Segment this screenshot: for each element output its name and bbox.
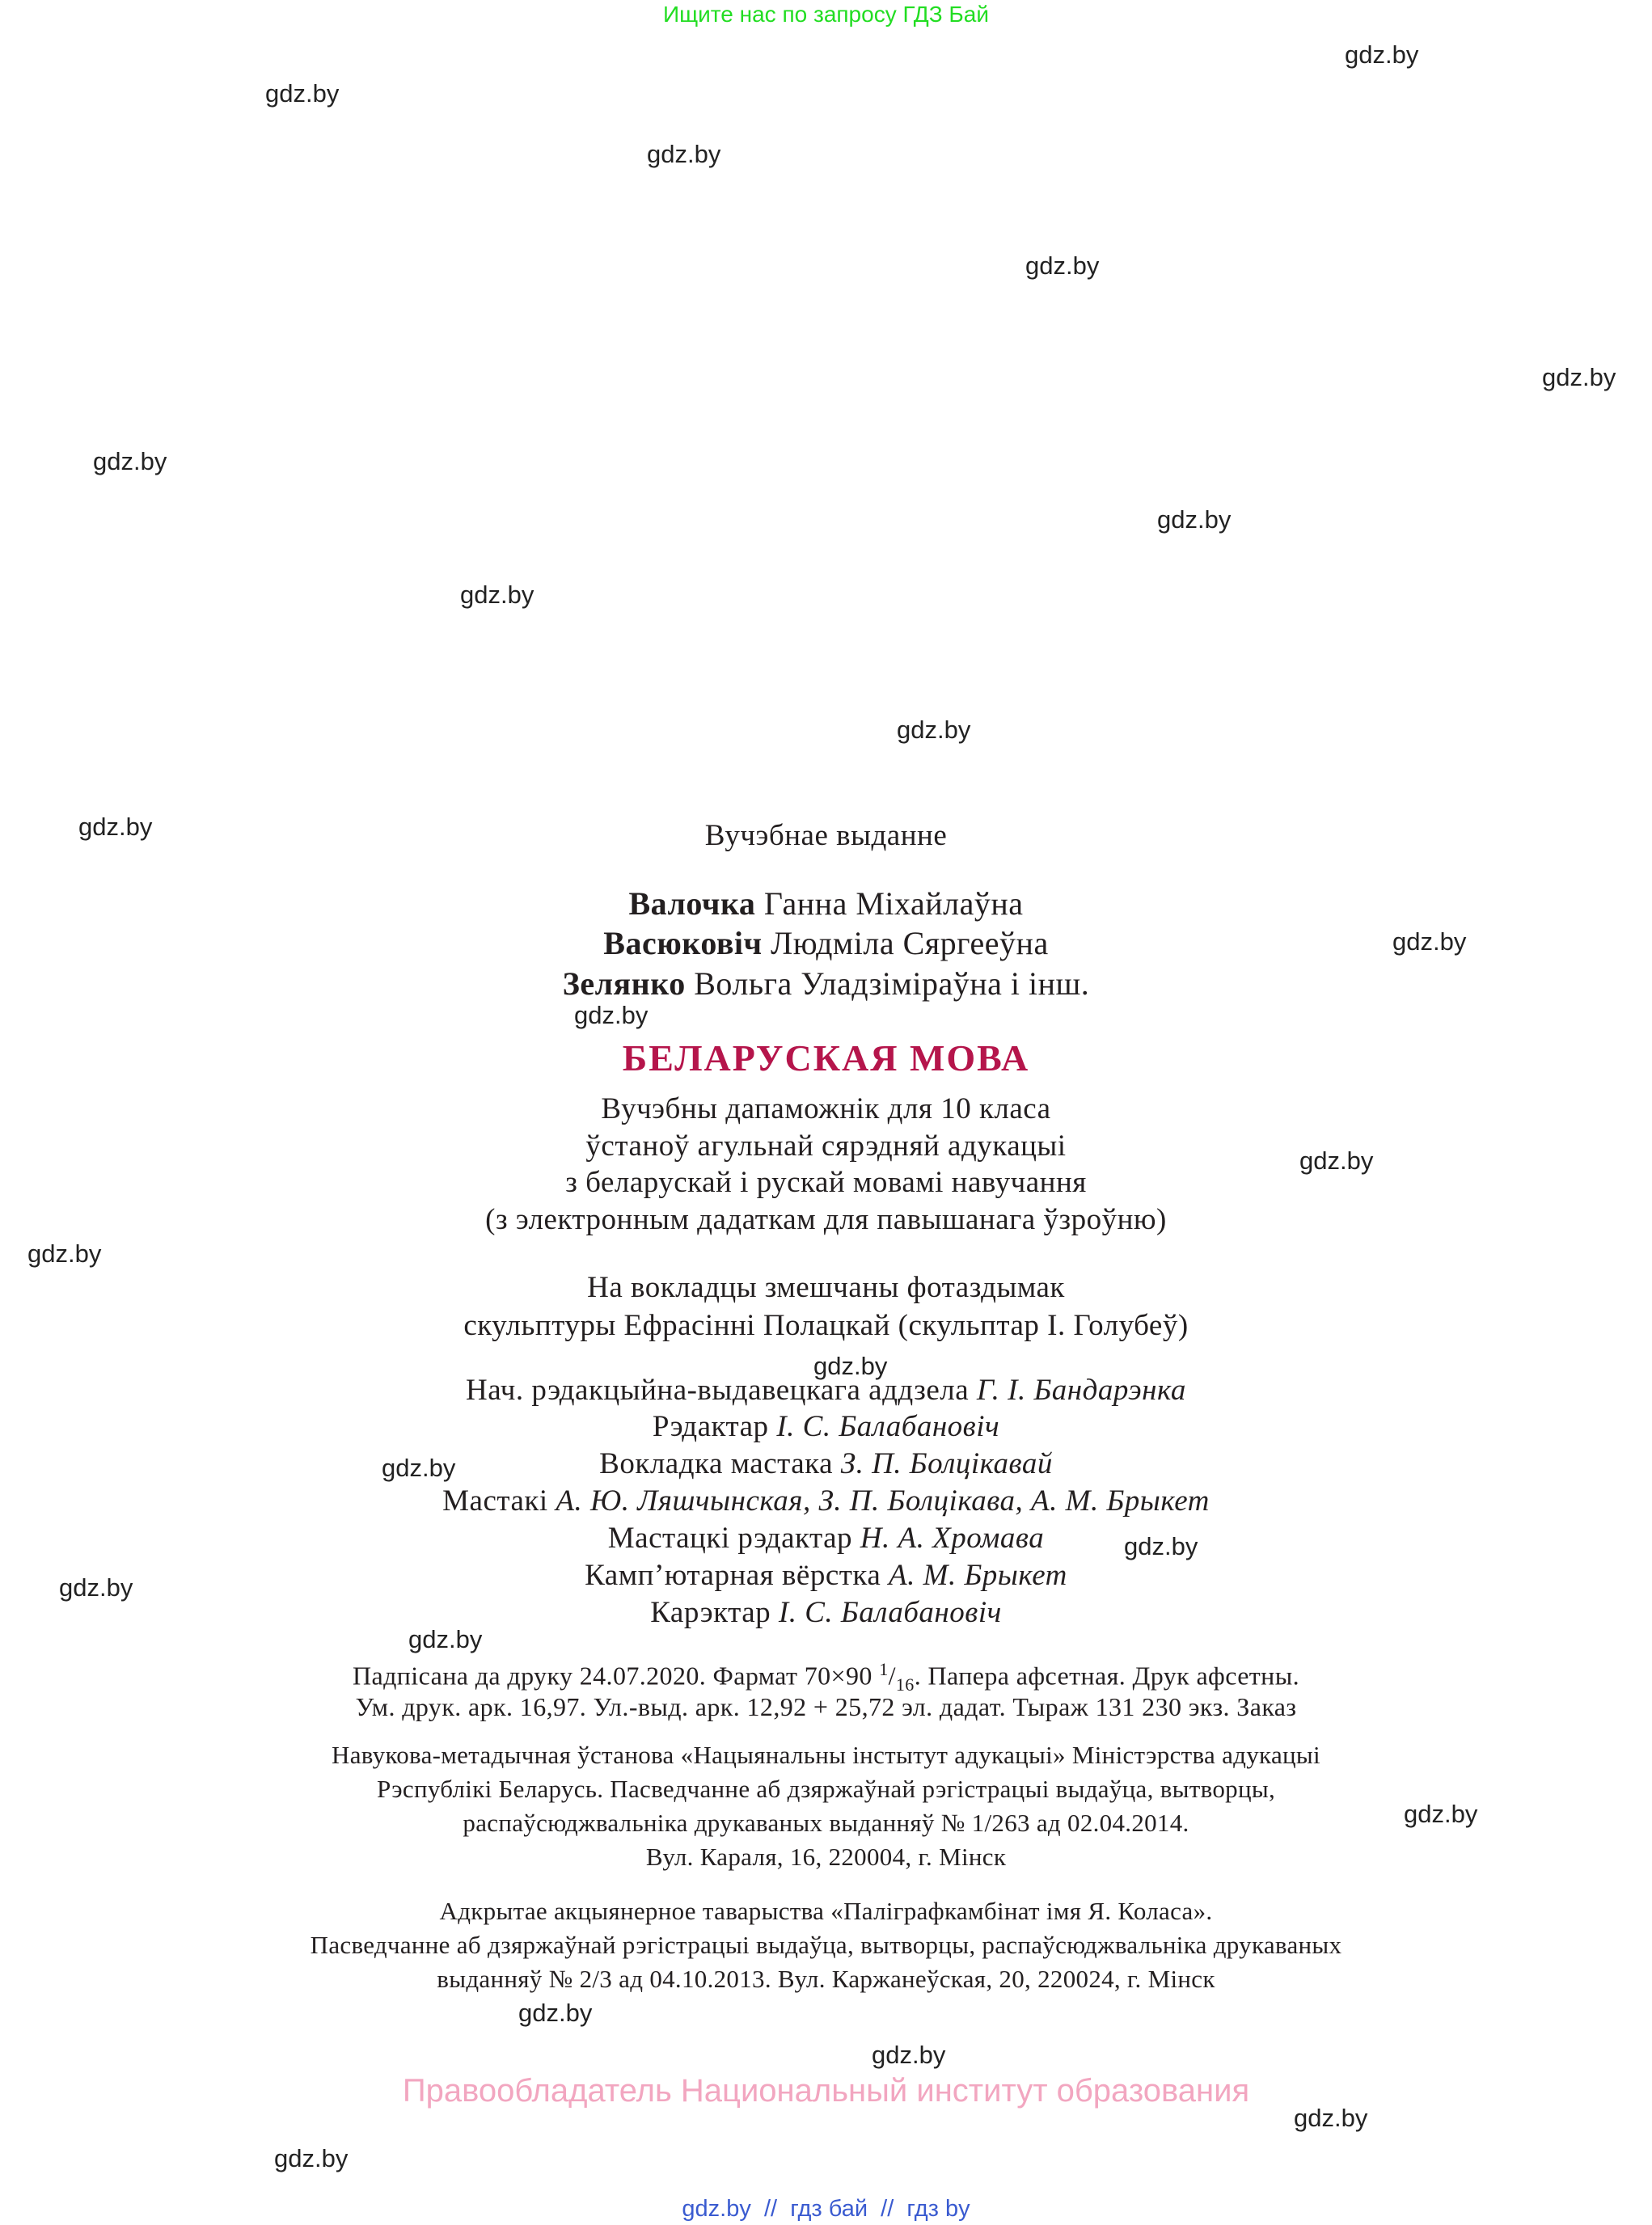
credit-role: Камп’ютарная вёрстка <box>585 1559 881 1592</box>
publisher-line: Рэспублікі Беларусь. Пасведчанне аб дзяржаўнай рэгістрацыі выдаўца, вытворцы, <box>376 1775 1276 1803</box>
watermark: gdz.by <box>647 140 721 168</box>
footer-link-gdz-bai[interactable]: гдз бай <box>790 2196 868 2222</box>
credit-person: Г. І. Бандарэнка <box>976 1374 1186 1407</box>
publisher-line: Навукова-метадычная ўстанова «Нацыянальны інстытут адукацыі» Міністэрства адукацыі <box>332 1741 1320 1769</box>
format-fraction-numerator: 1 <box>879 1659 889 1679</box>
credit-line <box>0 1595 1652 1630</box>
author-surname: Зелянко <box>562 965 686 1002</box>
credit-line <box>0 1558 1652 1593</box>
watermark: gdz.by <box>1404 1800 1478 1828</box>
credit-role: Рэдактар <box>652 1410 769 1443</box>
print-info-line: Ум. друк. арк. 16,97. Ул.-выд. арк. 12,92 + 25,72 эл. дадат. Тыраж 131 230 экз. Заказ <box>355 1692 1297 1721</box>
footer-separator: // <box>881 2196 894 2222</box>
cover-note-line: скульптуры Ефрасінні Полацкай (скульптар І. Голубеў) <box>463 1309 1189 1342</box>
watermark: gdz.by <box>93 447 167 475</box>
watermark: gdz.by <box>408 1625 483 1653</box>
format-fraction-slash: / <box>888 1661 896 1691</box>
author-name: Вольга Уладзіміраўна і інш. <box>694 965 1090 1002</box>
watermark: gdz.by <box>1025 251 1100 280</box>
credit-person: І. С. Балабановіч <box>778 1596 1002 1629</box>
watermark: gdz.by <box>78 813 153 841</box>
footer-link-gdz-by[interactable]: gdz.by <box>682 2196 751 2222</box>
credit-person: Н. А. Хромава <box>860 1522 1045 1555</box>
watermark: gdz.by <box>1345 40 1419 69</box>
credit-person: А. М. Брыкет <box>889 1559 1067 1592</box>
format-fraction-denominator: 16 <box>895 1674 915 1695</box>
author-line <box>0 965 1652 1003</box>
credit-role: Мастацкі рэдактар <box>607 1522 853 1555</box>
watermark: gdz.by <box>274 2144 349 2172</box>
author-name: Ганна Міхайлаўна <box>763 885 1024 922</box>
footer-separator: // <box>763 2196 778 2222</box>
rights-holder: Правообладатель Национальный институт образования <box>402 2073 1250 2109</box>
footer-link-gdz-by-mixed[interactable]: гдз by <box>906 2196 970 2222</box>
watermark: gdz.by <box>59 1573 133 1602</box>
watermark: gdz.by <box>1392 927 1467 956</box>
printer-line: Адкрытае акцыянерное таварыства «Паліграфкамбінат імя Я. Коласа». <box>439 1897 1213 1925</box>
subtitle-line: (з электронным дадаткам для павышанага ўзроўню) <box>485 1203 1167 1236</box>
watermark: gdz.by <box>1124 1532 1198 1560</box>
credit-person: І. С. Балабановіч <box>776 1410 1000 1443</box>
credit-role: Мастакі <box>442 1484 548 1518</box>
watermark: gdz.by <box>27 1239 102 1268</box>
credit-role: Карэктар <box>650 1596 771 1629</box>
watermark: gdz.by <box>1542 363 1616 391</box>
printer-line: выданняў № 2/3 ад 04.10.2013. Вул. Каржанеўская, 20, 220024, г. Мінск <box>437 1965 1215 1993</box>
author-name: Людміла Сяргееўна <box>771 925 1049 961</box>
watermark: gdz.by <box>1157 505 1232 534</box>
credit-line <box>0 1484 1652 1518</box>
watermark: gdz.by <box>1294 2104 1368 2132</box>
credit-person: З. П. Болцікавай <box>840 1447 1053 1480</box>
credit-line <box>0 1446 1652 1481</box>
print-info-text: . Папера афсетная. Друк афсетны. <box>914 1661 1300 1691</box>
publisher-line: распаўсюджвальніка друкаваных выданняў № 1/263 ад 02.04.2014. <box>463 1809 1189 1837</box>
subtitle-line: ўстаноў агульнай сярэдняй адукацыі <box>585 1129 1067 1163</box>
search-banner[interactable]: Ищите нас по запросу ГДЗ Бай <box>662 2 990 27</box>
author-line <box>0 885 1652 923</box>
credit-line <box>0 1409 1652 1444</box>
credit-role: Нач. рэдакцыйна-выдавецкага аддзела <box>466 1374 970 1407</box>
publisher-line: Вул. Караля, 16, 220004, г. Мінск <box>645 1843 1007 1871</box>
watermark: gdz.by <box>460 581 534 609</box>
watermark: gdz.by <box>897 716 971 744</box>
footer-links <box>0 2196 1652 2223</box>
watermark: gdz.by <box>265 79 340 108</box>
author-surname: Васюковіч <box>603 925 763 961</box>
watermark: gdz.by <box>574 1001 649 1029</box>
watermark: gdz.by <box>872 2041 946 2069</box>
watermark: gdz.by <box>382 1454 456 1482</box>
subtitle-line: Вучэбны дапаможнік для 10 класа <box>601 1092 1051 1125</box>
credit-line <box>0 1373 1652 1408</box>
watermark: gdz.by <box>518 1999 593 2027</box>
edition-type: Вучэбнае выданне <box>704 819 948 852</box>
book-title: БЕЛАРУСКАЯ МОВА <box>622 1037 1030 1079</box>
watermark: gdz.by <box>813 1352 888 1380</box>
credit-role: Вокладка мастака <box>599 1447 834 1480</box>
print-info-line <box>0 1659 1652 1695</box>
cover-note-line: На вокладцы змешчаны фотаздымак <box>587 1271 1065 1304</box>
printer-line: Пасведчанне аб дзяржаўнай рэгістрацыі выдаўца, вытворцы, распаўсюджвальніка друкаваных <box>310 1931 1342 1959</box>
credit-person: А. Ю. Ляшчынская, З. П. Болцікава, А. М. Брыкет <box>556 1484 1210 1518</box>
author-line <box>0 924 1652 962</box>
watermark: gdz.by <box>1299 1146 1374 1175</box>
credit-line <box>0 1521 1652 1556</box>
subtitle-line: з беларускай і рускай мовамі навучання <box>565 1166 1087 1199</box>
print-info-text: Падпісана да друку 24.07.2020. Фармат 70×90 <box>352 1661 880 1691</box>
author-surname: Валочка <box>628 885 756 922</box>
